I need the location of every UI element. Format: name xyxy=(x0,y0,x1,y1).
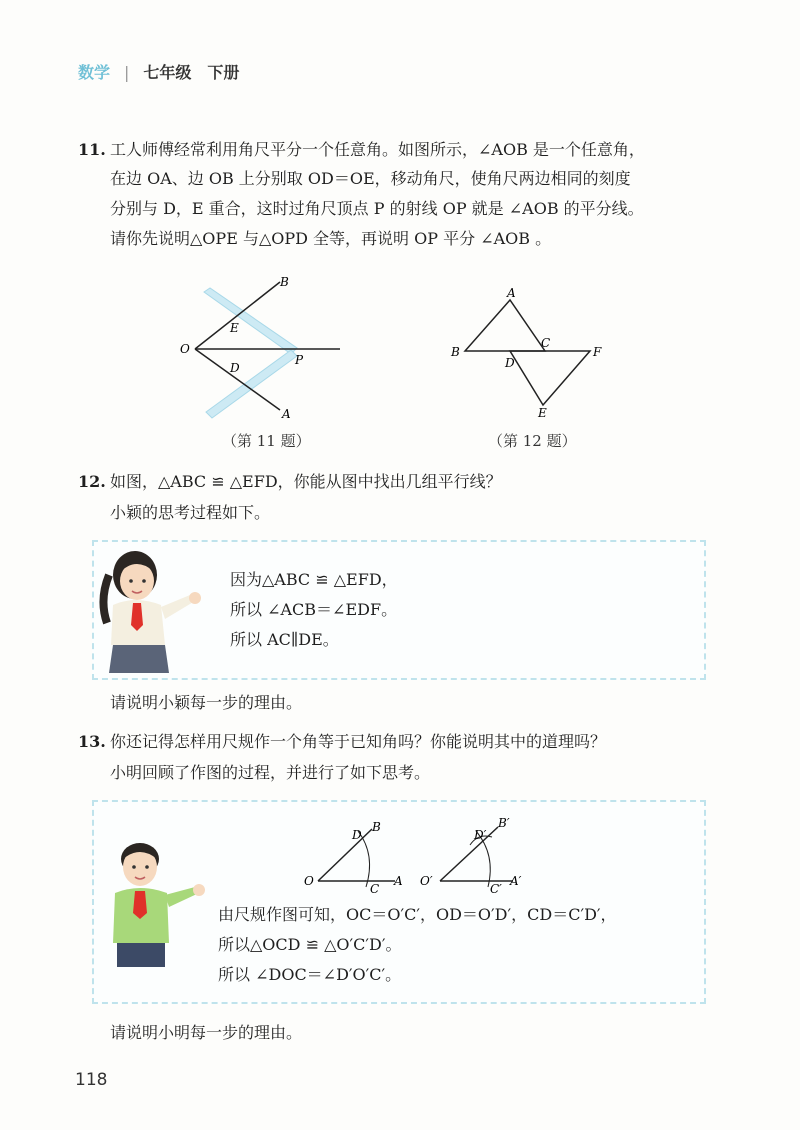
fig11-label-e: E xyxy=(230,321,239,335)
grade-label: 七年级 下册 xyxy=(143,63,240,82)
q13-box-line-2: 所以△OCD ≌ △O′C′D′。 xyxy=(218,935,402,954)
figure-12 xyxy=(445,285,615,420)
figure-13-right xyxy=(418,813,538,895)
q12-line-2: 小颖的思考过程如下。 xyxy=(110,503,271,522)
fig13r-label-c: C′ xyxy=(490,882,502,895)
triangle-abc xyxy=(465,300,545,351)
girl-eye-left xyxy=(129,579,133,583)
fig12-label-b: B xyxy=(451,345,460,359)
q13-line-2: 小明回顾了作图的过程，并进行了如下思考。 xyxy=(110,763,431,782)
boy-eye-left xyxy=(132,865,136,869)
ray-ob-left xyxy=(318,829,372,881)
girl-illustration xyxy=(95,545,210,675)
fig11-label-a: A xyxy=(282,407,291,421)
fig12-label-d: D xyxy=(505,356,515,370)
subject-label: 数学 xyxy=(78,63,111,82)
q12-line-1: 如图，△ABC ≌ △EFD，你能从图中找出几组平行线？ xyxy=(110,472,502,491)
q13-box-line-3: 所以 ∠DOC＝∠D′O′C′。 xyxy=(218,965,402,984)
fig13l-label-c: C xyxy=(370,882,380,895)
q12-box-line-3: 所以 AC∥DE。 xyxy=(230,630,339,649)
q12-followup: 请说明小颖每一步的理由。 xyxy=(110,693,303,712)
girl-red-scarf xyxy=(131,603,143,631)
boy-pants xyxy=(117,943,165,967)
figure-11-caption: （第 11 题） xyxy=(222,432,311,450)
boy-red-scarf xyxy=(133,891,147,919)
q11-line-3: 分别与 D，E 重合，这时过角尺顶点 P 的射线 OP 就是 ∠AOB 的平分线。 xyxy=(110,199,644,218)
q12-box-line-2: 所以 ∠ACB＝∠EDF。 xyxy=(230,600,398,619)
fig13l-label-d: D xyxy=(352,828,362,842)
fig12-label-a: A xyxy=(507,286,516,300)
ruler-upper-arm xyxy=(204,288,297,354)
fig13l-label-a: A xyxy=(394,874,403,888)
figure-11 xyxy=(170,270,360,430)
ray-ob-right xyxy=(440,827,498,881)
boy-illustration xyxy=(95,835,210,970)
girl-ponytail xyxy=(103,575,109,623)
girl-hand xyxy=(189,592,201,604)
q13-number: 13. xyxy=(78,732,106,751)
ray-oa xyxy=(195,349,280,410)
header-separator: | xyxy=(124,63,130,82)
fig13r-label-o: O′ xyxy=(420,874,433,888)
fig13l-label-b: B xyxy=(372,820,381,834)
girl-skirt xyxy=(109,645,169,673)
q11-line-1: 工人师傅经常利用角尺平分一个任意角。如图所示，∠AOB 是一个任意角， xyxy=(110,140,645,159)
q12-number: 12. xyxy=(78,472,106,491)
fig11-label-d: D xyxy=(230,361,240,375)
q13-followup: 请说明小明每一步的理由。 xyxy=(110,1023,303,1042)
page-number: 118 xyxy=(75,1070,108,1090)
fig13r-label-a: A′ xyxy=(510,874,522,888)
page-header xyxy=(78,60,239,83)
fig13l-label-o: O xyxy=(304,874,314,888)
q13-box-line-1: 由尺规作图可知，OC＝O′C′，OD＝O′D′，CD＝C′D′， xyxy=(218,905,617,924)
q12-box-line-1: 因为△ABC ≌ △EFD， xyxy=(230,570,398,589)
fig12-label-f: F xyxy=(593,345,602,359)
fig13r-label-b: B′ xyxy=(498,816,510,830)
figure-13-left xyxy=(300,815,420,895)
boy-eye-right xyxy=(145,865,149,869)
girl-eye-right xyxy=(142,579,146,583)
boy-hand xyxy=(193,884,205,896)
q13-line-1: 你还记得怎样用尺规作一个角等于已知角吗？你能说明其中的道理吗？ xyxy=(110,732,607,751)
triangle-efd xyxy=(510,351,590,405)
fig13r-label-d: D′ xyxy=(474,828,487,842)
fig11-label-o: O xyxy=(180,342,190,356)
fig12-label-e: E xyxy=(538,406,547,420)
figure-12-caption: （第 12 题） xyxy=(488,432,577,450)
fig11-label-b: B xyxy=(280,275,289,289)
fig11-label-p: P xyxy=(295,353,304,367)
q11-number: 11. xyxy=(78,140,106,159)
q11-line-4: 请你先说明△OPE 与△OPD 全等，再说明 OP 平分 ∠AOB 。 xyxy=(110,229,552,248)
fig12-label-c: C xyxy=(541,336,551,350)
q11-line-2: 在边 OA、边 OB 上分别取 OD＝OE，移动角尺，使角尺两边相同的刻度 xyxy=(110,169,631,188)
